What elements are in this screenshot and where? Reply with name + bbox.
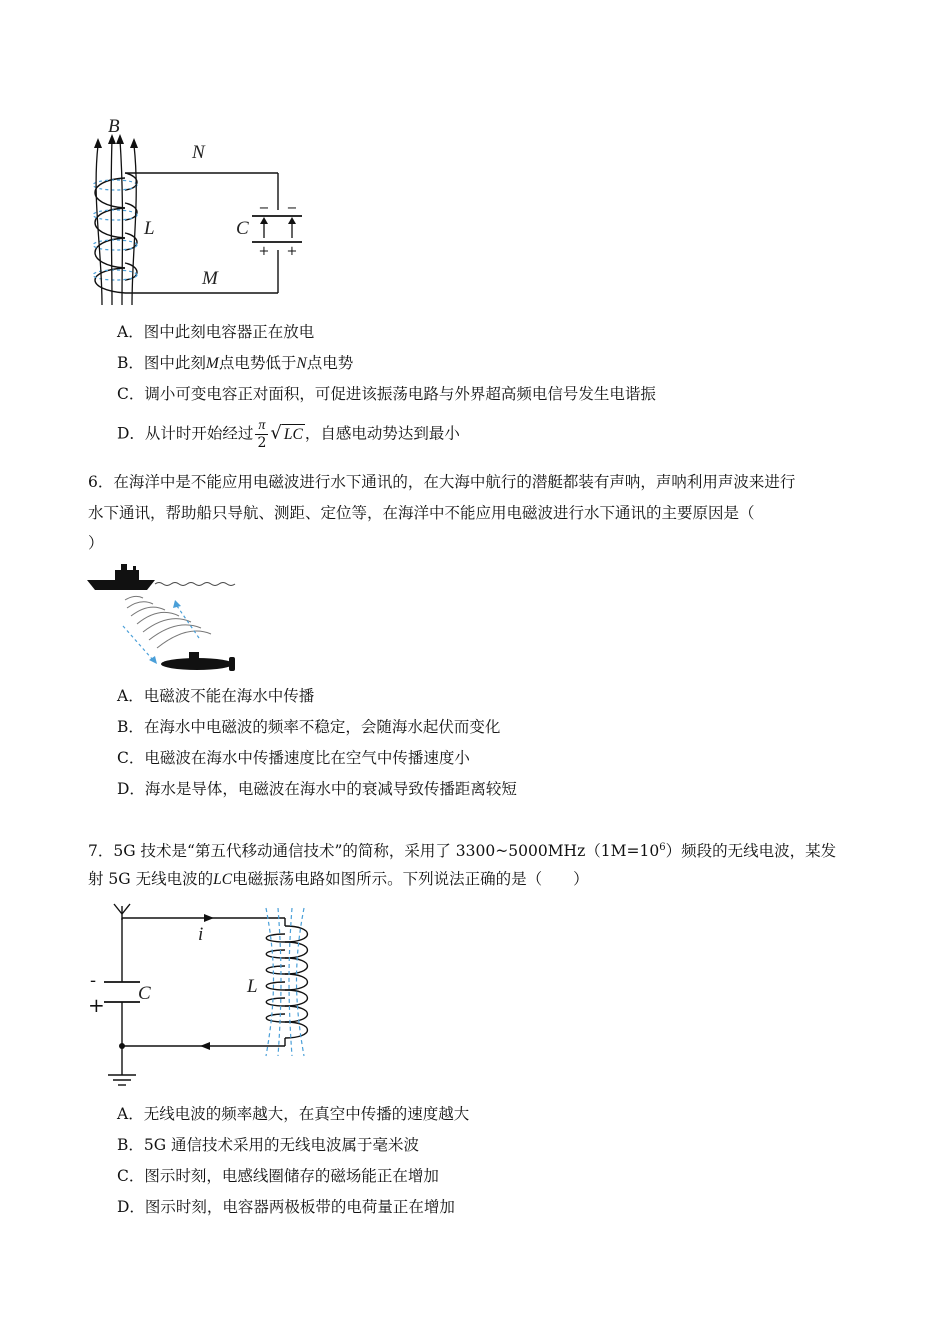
q6-option-a: A．电磁波不能在海水中传播 (117, 687, 315, 705)
label-L2: L (247, 976, 258, 997)
antenna-lc-circuit-figure (80, 900, 330, 1095)
capacitor-minus-right: − (286, 201, 298, 216)
label-C: C (236, 218, 249, 239)
label-N: N (192, 142, 205, 163)
q6-option-b: B．在海水中电磁波的频率不稳定，会随海水起伏而变化 (117, 718, 501, 736)
q7-option-d: D．图示时刻，电容器两极板带的电荷量正在增加 (117, 1198, 455, 1216)
fraction-pi-over-2: $\frac{\pi}{2}$ (257, 418, 267, 451)
q6-line-3: ） (88, 534, 104, 552)
q7-line-1: 7．5G 技术是“第五代移动通信技术”的简称，采用了 $3300\sim 5000MHz(1M=10^6)$频段的无线电波，某发 (88, 842, 837, 861)
capacitor-minus-left: − (258, 201, 270, 216)
ship-submarine-figure (85, 560, 255, 675)
q5-option-c: C．调小可变电容正对面积，可促进该振荡电路与外界超高频电信号发生电谐振 (117, 385, 656, 403)
label-M: M (202, 268, 218, 289)
q6-line-1: 6．在海洋中是不能应用电磁波进行水下通讯的，在大海中航行的潜艇都装有声呐，声呐利用声波来进行 (88, 473, 796, 491)
q5-option-b: B．图中此刻M点电势低于N点电势 (117, 354, 354, 372)
label-i: i (198, 924, 204, 945)
q6-line-2: 水下通讯，帮助船只导航、测距、定位等，在海洋中不能应用电磁波进行水下通讯的主要原因是（ (88, 504, 755, 522)
q7-option-a: A．无线电波的频率越大，在真空中传播的速度越大 (117, 1105, 470, 1123)
capacitor-plus-left: + (258, 244, 270, 259)
q7-option-b: B．5G 通信技术采用的无线电波属于毫米波 (117, 1136, 420, 1154)
capacitor-plus-right: + (286, 244, 298, 259)
capacitor-plus: + (88, 993, 105, 1017)
label-B: B (108, 116, 120, 137)
q6-option-c: C．电磁波在海水中传播速度比在空气中传播速度小 (117, 749, 470, 767)
q7-option-c: C．图示时刻，电感线圈储存的磁场能正在增加 (117, 1167, 439, 1185)
q5-option-d: D．从计时开始经过 $\frac{\pi}{2}$ √ LC ，自感电动势达到最小 (117, 418, 460, 451)
q6-option-d: D．海水是导体，电磁波在海水中的衰减导致传播距离较短 (117, 780, 517, 798)
q5-option-a: A．图中此刻电容器正在放电 (117, 323, 315, 341)
lc-circuit-figure-1 (80, 110, 320, 310)
label-C2: C (138, 983, 151, 1004)
label-L: L (144, 218, 155, 239)
capacitor-minus: - (90, 970, 97, 991)
q7-line-2: 射 5G 无线电波的LC电磁振荡电路如图所示。下列说法正确的是（ ） (88, 870, 589, 888)
